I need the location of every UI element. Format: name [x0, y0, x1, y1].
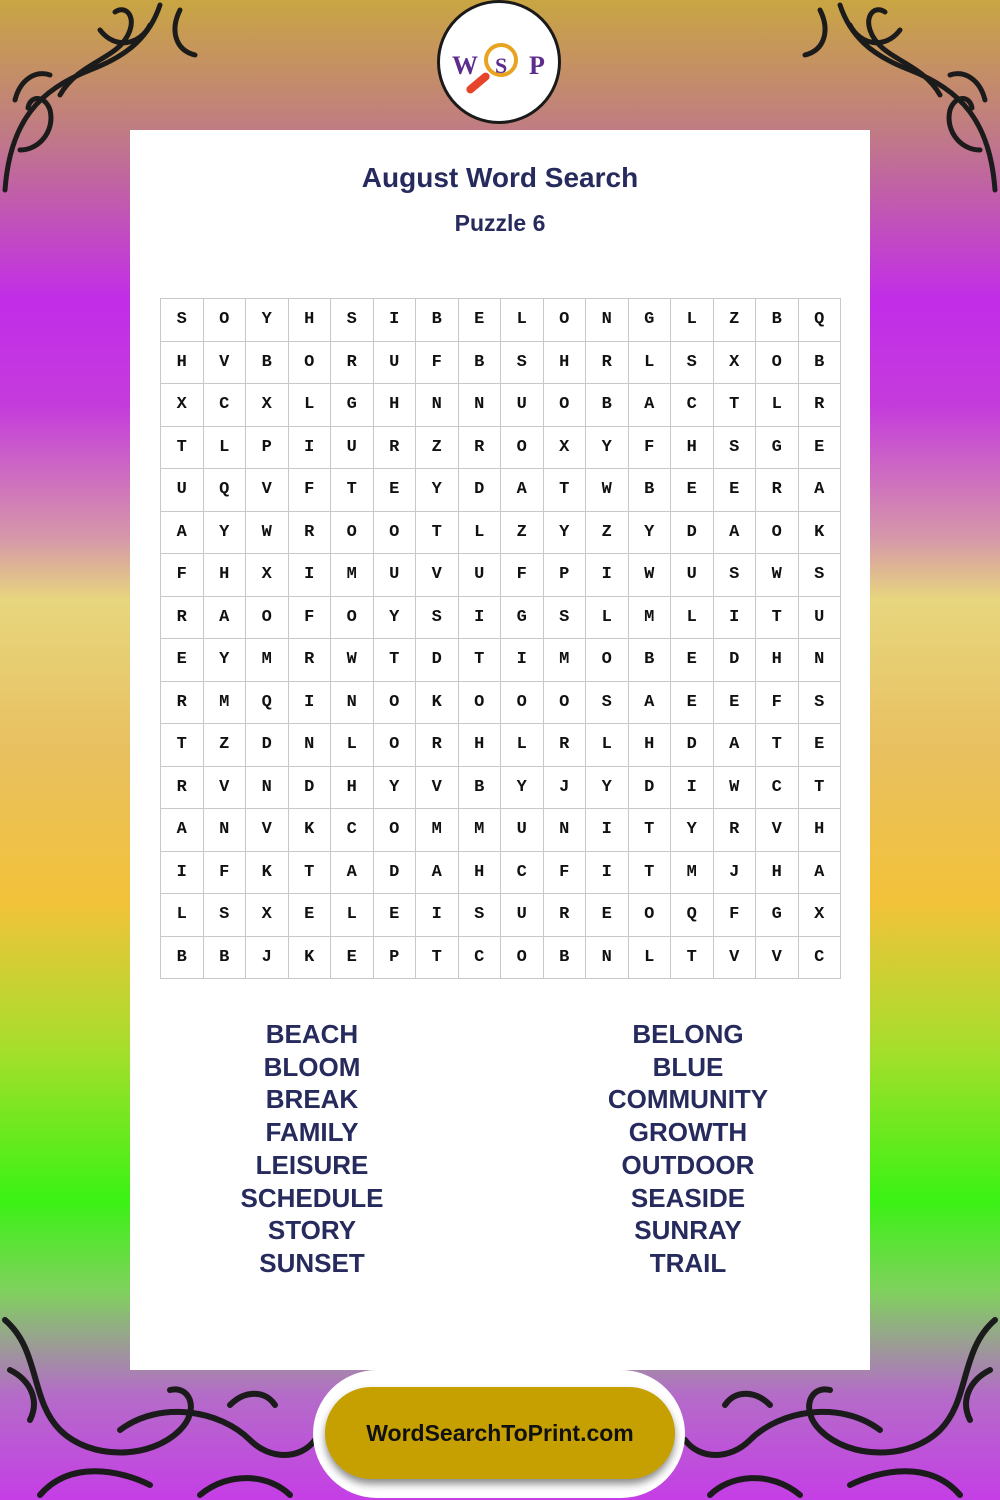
grid-cell[interactable]: W	[714, 767, 757, 810]
grid-cell[interactable]: T	[714, 384, 757, 427]
grid-cell[interactable]: U	[501, 384, 544, 427]
grid-cell[interactable]: L	[331, 894, 374, 937]
grid-cell[interactable]: R	[714, 809, 757, 852]
word-list-item: GROWTH	[628, 1117, 748, 1148]
grid-cell[interactable]: S	[544, 597, 587, 640]
grid-cell[interactable]: S	[501, 342, 544, 385]
grid-cell[interactable]: L	[671, 597, 714, 640]
grid-cell[interactable]: I	[671, 767, 714, 810]
grid-cell[interactable]: E	[289, 894, 332, 937]
grid-cell[interactable]: M	[416, 809, 459, 852]
word-list-item: BELONG	[632, 1019, 744, 1049]
grid-cell[interactable]: L	[289, 384, 332, 427]
grid-cell[interactable]: W	[756, 554, 799, 597]
grid-cell[interactable]: U	[374, 554, 417, 597]
grid-cell[interactable]: N	[586, 937, 629, 980]
grid-cell[interactable]: X	[161, 384, 204, 427]
grid-cell[interactable]: R	[544, 894, 587, 937]
grid-cell[interactable]: S	[416, 597, 459, 640]
grid-cell[interactable]: T	[459, 639, 502, 682]
grid-cell[interactable]: N	[416, 384, 459, 427]
grid-cell[interactable]: T	[756, 597, 799, 640]
grid-cell[interactable]: I	[586, 852, 629, 895]
grid-cell[interactable]: B	[629, 469, 672, 512]
grid-cell[interactable]: N	[204, 809, 247, 852]
grid-cell[interactable]: E	[714, 469, 757, 512]
grid-cell[interactable]: L	[629, 342, 672, 385]
word-list-item: SCHEDULE	[240, 1182, 384, 1213]
grid-cell[interactable]: W	[246, 512, 289, 555]
grid-cell[interactable]: N	[586, 299, 629, 342]
grid-cell[interactable]: K	[289, 937, 332, 980]
grid-cell[interactable]: D	[416, 639, 459, 682]
grid-cell[interactable]: E	[331, 937, 374, 980]
grid-cell[interactable]: Y	[629, 512, 672, 555]
grid-cell[interactable]: L	[204, 427, 247, 470]
grid-cell[interactable]: Q	[671, 894, 714, 937]
grid-cell[interactable]: E	[671, 469, 714, 512]
grid-cell[interactable]: R	[161, 597, 204, 640]
grid-cell[interactable]: S	[714, 554, 757, 597]
grid-cell[interactable]: L	[629, 937, 672, 980]
grid-cell[interactable]: H	[331, 767, 374, 810]
grid-cell[interactable]: B	[799, 342, 842, 385]
grid-cell[interactable]: O	[374, 724, 417, 767]
grid-cell[interactable]: E	[714, 682, 757, 725]
grid-cell[interactable]: R	[416, 724, 459, 767]
grid-cell[interactable]: W	[331, 639, 374, 682]
word-list-item: SUNRAY	[634, 1215, 742, 1246]
grid-cell[interactable]: I	[459, 597, 502, 640]
grid-cell[interactable]: R	[289, 512, 332, 555]
grid-cell[interactable]: O	[246, 597, 289, 640]
word-list-item: BREAK	[265, 1084, 359, 1115]
grid-cell[interactable]: X	[714, 342, 757, 385]
grid-cell[interactable]: F	[204, 852, 247, 895]
grid-cell[interactable]: O	[544, 299, 587, 342]
grid-cell[interactable]: H	[756, 639, 799, 682]
grid-cell[interactable]: Z	[416, 427, 459, 470]
grid-cell[interactable]: L	[756, 384, 799, 427]
grid-cell[interactable]: C	[331, 809, 374, 852]
grid-cell[interactable]: H	[799, 809, 842, 852]
grid-cell[interactable]: G	[629, 299, 672, 342]
grid-cell[interactable]: S	[161, 299, 204, 342]
word-list-item: COMMUNITY	[607, 1084, 769, 1115]
letter-grid	[160, 298, 841, 979]
grid-cell[interactable]: H	[289, 299, 332, 342]
grid-cell[interactable]: X	[246, 384, 289, 427]
puzzle-card	[130, 130, 870, 1370]
logo-letter-w: W	[452, 51, 478, 80]
word-list-item: TRAIL	[649, 1247, 727, 1278]
grid-cell[interactable]: E	[799, 427, 842, 470]
logo-letter-p: P	[529, 51, 545, 80]
grid-cell[interactable]: P	[246, 427, 289, 470]
grid-cell[interactable]: D	[374, 852, 417, 895]
grid-cell[interactable]: T	[544, 469, 587, 512]
grid-cell[interactable]: F	[501, 554, 544, 597]
grid-cell[interactable]: H	[459, 852, 502, 895]
grid-cell[interactable]: A	[799, 852, 842, 895]
grid-cell[interactable]: N	[459, 384, 502, 427]
grid-cell[interactable]: G	[756, 894, 799, 937]
grid-cell[interactable]: N	[544, 809, 587, 852]
grid-cell[interactable]: B	[246, 342, 289, 385]
word-list-item: BLOOM	[263, 1051, 361, 1082]
grid-cell[interactable]: R	[374, 427, 417, 470]
grid-cell[interactable]: Y	[501, 767, 544, 810]
grid-cell[interactable]: F	[416, 342, 459, 385]
word-list-item: FAMILY	[265, 1117, 359, 1148]
grid-cell[interactable]: X	[799, 894, 842, 937]
wsp-logo[interactable]	[437, 0, 561, 124]
grid-cell[interactable]: A	[161, 512, 204, 555]
grid-cell[interactable]: H	[671, 427, 714, 470]
grid-cell[interactable]: C	[799, 937, 842, 980]
grid-cell[interactable]: B	[161, 937, 204, 980]
grid-cell[interactable]: O	[374, 512, 417, 555]
grid-cell[interactable]: O	[756, 342, 799, 385]
grid-cell[interactable]: O	[374, 682, 417, 725]
grid-cell[interactable]: U	[671, 554, 714, 597]
grid-cell[interactable]: D	[459, 469, 502, 512]
grid-cell[interactable]: A	[629, 682, 672, 725]
grid-cell[interactable]: V	[246, 469, 289, 512]
grid-cell[interactable]: L	[161, 894, 204, 937]
grid-cell[interactable]: I	[289, 682, 332, 725]
grid-cell[interactable]: H	[629, 724, 672, 767]
grid-cell[interactable]: B	[586, 384, 629, 427]
grid-cell[interactable]: J	[246, 937, 289, 980]
grid-cell[interactable]: V	[714, 937, 757, 980]
grid-cell[interactable]: S	[459, 894, 502, 937]
grid-cell[interactable]: U	[799, 597, 842, 640]
grid-cell[interactable]: S	[799, 682, 842, 725]
grid-cell[interactable]: N	[331, 682, 374, 725]
word-list-right	[538, 1018, 838, 1280]
grid-cell[interactable]: Y	[204, 512, 247, 555]
grid-cell[interactable]: D	[671, 724, 714, 767]
grid-cell[interactable]: B	[459, 767, 502, 810]
grid-cell[interactable]: L	[459, 512, 502, 555]
grid-cell[interactable]: V	[204, 342, 247, 385]
grid-cell[interactable]: I	[374, 299, 417, 342]
grid-cell[interactable]: Y	[416, 469, 459, 512]
grid-cell[interactable]: M	[459, 809, 502, 852]
grid-cell[interactable]: W	[629, 554, 672, 597]
grid-cell[interactable]: A	[204, 597, 247, 640]
word-list-item: OUTDOOR	[621, 1149, 755, 1180]
grid-cell[interactable]: B	[756, 299, 799, 342]
grid-cell[interactable]: R	[289, 639, 332, 682]
grid-cell[interactable]: V	[204, 767, 247, 810]
grid-cell[interactable]: L	[586, 597, 629, 640]
grid-cell[interactable]: F	[629, 427, 672, 470]
grid-cell[interactable]: E	[161, 639, 204, 682]
grid-cell[interactable]: C	[756, 767, 799, 810]
grid-cell[interactable]: T	[161, 427, 204, 470]
grid-cell[interactable]: U	[331, 427, 374, 470]
grid-cell[interactable]: O	[501, 427, 544, 470]
grid-cell[interactable]: R	[586, 342, 629, 385]
word-list-item: STORY	[267, 1215, 357, 1246]
grid-cell[interactable]: A	[714, 724, 757, 767]
grid-cell[interactable]: A	[714, 512, 757, 555]
grid-cell[interactable]: U	[374, 342, 417, 385]
grid-cell[interactable]: V	[246, 809, 289, 852]
grid-cell[interactable]: O	[544, 682, 587, 725]
grid-cell[interactable]: X	[544, 427, 587, 470]
grid-cell[interactable]: R	[544, 724, 587, 767]
grid-cell[interactable]: C	[459, 937, 502, 980]
grid-cell[interactable]: J	[714, 852, 757, 895]
grid-cell[interactable]: Q	[246, 682, 289, 725]
grid-cell[interactable]: E	[586, 894, 629, 937]
grid-cell[interactable]: T	[799, 767, 842, 810]
grid-cell[interactable]: S	[671, 342, 714, 385]
grid-cell[interactable]: R	[799, 384, 842, 427]
grid-cell[interactable]: C	[501, 852, 544, 895]
grid-cell[interactable]: E	[671, 682, 714, 725]
grid-cell[interactable]: Z	[714, 299, 757, 342]
grid-cell[interactable]: S	[586, 682, 629, 725]
logo-letter-s: S	[495, 53, 508, 78]
grid-cell[interactable]: I	[416, 894, 459, 937]
grid-cell[interactable]: J	[544, 767, 587, 810]
grid-cell[interactable]: M	[246, 639, 289, 682]
grid-cell[interactable]: S	[714, 427, 757, 470]
grid-cell[interactable]: I	[501, 639, 544, 682]
grid-cell[interactable]: L	[501, 299, 544, 342]
grid-cell[interactable]: O	[544, 384, 587, 427]
grid-cell[interactable]: Y	[204, 639, 247, 682]
grid-cell[interactable]: T	[416, 937, 459, 980]
grid-cell[interactable]: T	[416, 512, 459, 555]
grid-cell[interactable]: U	[501, 809, 544, 852]
grid-cell[interactable]: A	[161, 809, 204, 852]
grid-cell[interactable]: A	[799, 469, 842, 512]
grid-cell[interactable]: U	[501, 894, 544, 937]
grid-cell[interactable]: H	[459, 724, 502, 767]
grid-cell[interactable]: O	[501, 682, 544, 725]
grid-cell[interactable]: T	[289, 852, 332, 895]
grid-cell[interactable]: A	[416, 852, 459, 895]
grid-cell[interactable]: Q	[204, 469, 247, 512]
grid-cell[interactable]: O	[204, 299, 247, 342]
word-list-item: BEACH	[265, 1019, 359, 1049]
grid-cell[interactable]: B	[629, 639, 672, 682]
grid-cell[interactable]: N	[799, 639, 842, 682]
grid-cell[interactable]: B	[459, 342, 502, 385]
grid-cell[interactable]: O	[331, 512, 374, 555]
grid-cell[interactable]: K	[246, 852, 289, 895]
grid-cell[interactable]: D	[246, 724, 289, 767]
grid-cell[interactable]: F	[714, 894, 757, 937]
site-link-button[interactable]: WordSearchToPrint.com	[325, 1387, 675, 1479]
grid-cell[interactable]: Z	[204, 724, 247, 767]
grid-cell[interactable]: S	[799, 554, 842, 597]
grid-cell[interactable]: E	[374, 894, 417, 937]
grid-cell[interactable]: F	[289, 469, 332, 512]
grid-cell[interactable]: O	[501, 937, 544, 980]
grid-cell[interactable]: F	[161, 554, 204, 597]
grid-cell[interactable]: H	[161, 342, 204, 385]
grid-cell[interactable]: Y	[246, 299, 289, 342]
grid-cell[interactable]: B	[416, 299, 459, 342]
grid-cell[interactable]: O	[374, 809, 417, 852]
puzzle-number: Puzzle 6	[454, 210, 546, 236]
grid-cell[interactable]: O	[459, 682, 502, 725]
grid-cell[interactable]: D	[671, 512, 714, 555]
grid-cell[interactable]: R	[161, 682, 204, 725]
grid-cell[interactable]: H	[204, 554, 247, 597]
grid-cell[interactable]: R	[459, 427, 502, 470]
grid-cell[interactable]: N	[289, 724, 332, 767]
grid-cell[interactable]: X	[246, 894, 289, 937]
grid-cell[interactable]: S	[331, 299, 374, 342]
grid-cell[interactable]: T	[756, 724, 799, 767]
grid-cell[interactable]: A	[331, 852, 374, 895]
grid-cell[interactable]: L	[331, 724, 374, 767]
grid-cell[interactable]: Y	[671, 809, 714, 852]
grid-cell[interactable]: E	[374, 469, 417, 512]
grid-cell[interactable]: O	[586, 639, 629, 682]
grid-cell[interactable]: P	[374, 937, 417, 980]
word-list-item: SUNSET	[259, 1247, 365, 1278]
grid-cell[interactable]: T	[331, 469, 374, 512]
grid-cell[interactable]: L	[671, 299, 714, 342]
grid-cell[interactable]: S	[204, 894, 247, 937]
grid-cell[interactable]: X	[246, 554, 289, 597]
grid-cell[interactable]: D	[714, 639, 757, 682]
grid-cell[interactable]: R	[161, 767, 204, 810]
grid-cell[interactable]: F	[289, 597, 332, 640]
grid-cell[interactable]: T	[629, 809, 672, 852]
grid-cell[interactable]: Q	[799, 299, 842, 342]
grid-cell[interactable]: V	[756, 937, 799, 980]
grid-cell[interactable]: B	[204, 937, 247, 980]
grid-cell[interactable]: K	[799, 512, 842, 555]
grid-cell[interactable]: G	[331, 384, 374, 427]
grid-cell[interactable]: D	[629, 767, 672, 810]
grid-cell[interactable]: H	[544, 342, 587, 385]
grid-cell[interactable]: M	[204, 682, 247, 725]
word-list-left	[162, 1018, 462, 1280]
grid-cell[interactable]: E	[459, 299, 502, 342]
grid-cell[interactable]: H	[756, 852, 799, 895]
grid-cell[interactable]: I	[289, 427, 332, 470]
grid-cell[interactable]: T	[374, 639, 417, 682]
grid-cell[interactable]: K	[289, 809, 332, 852]
grid-cell[interactable]: O	[331, 597, 374, 640]
grid-cell[interactable]: T	[671, 937, 714, 980]
grid-cell[interactable]: D	[289, 767, 332, 810]
grid-cell[interactable]: N	[246, 767, 289, 810]
grid-cell[interactable]: U	[459, 554, 502, 597]
grid-cell[interactable]: L	[501, 724, 544, 767]
grid-cell[interactable]: F	[756, 682, 799, 725]
grid-cell[interactable]: I	[161, 852, 204, 895]
grid-cell[interactable]: A	[501, 469, 544, 512]
grid-cell[interactable]: A	[629, 384, 672, 427]
grid-cell[interactable]: B	[544, 937, 587, 980]
grid-cell[interactable]: Y	[374, 767, 417, 810]
grid-cell[interactable]: M	[629, 597, 672, 640]
grid-cell[interactable]: M	[671, 852, 714, 895]
grid-cell[interactable]: H	[374, 384, 417, 427]
grid-cell[interactable]: G	[756, 427, 799, 470]
grid-cell[interactable]: Y	[374, 597, 417, 640]
grid-cell[interactable]: R	[331, 342, 374, 385]
word-list-item: SEASIDE	[630, 1182, 746, 1213]
page-title: August Word Search	[361, 162, 639, 193]
grid-cell[interactable]: W	[586, 469, 629, 512]
grid-cell[interactable]: U	[161, 469, 204, 512]
grid-cell[interactable]: I	[586, 554, 629, 597]
grid-cell[interactable]: O	[756, 512, 799, 555]
grid-cell[interactable]: R	[756, 469, 799, 512]
grid-cell[interactable]: O	[289, 342, 332, 385]
grid-cell[interactable]: V	[756, 809, 799, 852]
grid-cell[interactable]: F	[544, 852, 587, 895]
grid-cell[interactable]: C	[671, 384, 714, 427]
grid-cell[interactable]: Y	[544, 512, 587, 555]
grid-cell[interactable]: Z	[501, 512, 544, 555]
grid-cell[interactable]: K	[416, 682, 459, 725]
grid-cell[interactable]: P	[544, 554, 587, 597]
grid-cell[interactable]: I	[586, 809, 629, 852]
grid-cell[interactable]: Z	[586, 512, 629, 555]
word-list-item: LEISURE	[255, 1149, 369, 1180]
grid-cell[interactable]: V	[416, 767, 459, 810]
grid-cell[interactable]: Y	[586, 767, 629, 810]
grid-cell[interactable]: I	[289, 554, 332, 597]
grid-cell[interactable]: V	[416, 554, 459, 597]
grid-cell[interactable]: G	[501, 597, 544, 640]
grid-cell[interactable]: M	[331, 554, 374, 597]
grid-cell[interactable]: T	[629, 852, 672, 895]
grid-cell[interactable]: T	[161, 724, 204, 767]
grid-cell[interactable]: E	[799, 724, 842, 767]
word-list-item: BLUE	[652, 1051, 724, 1082]
grid-cell[interactable]: E	[671, 639, 714, 682]
grid-cell[interactable]: O	[629, 894, 672, 937]
grid-cell[interactable]: I	[714, 597, 757, 640]
grid-cell[interactable]: C	[204, 384, 247, 427]
grid-cell[interactable]: L	[586, 724, 629, 767]
grid-cell[interactable]: Y	[586, 427, 629, 470]
grid-cell[interactable]: M	[544, 639, 587, 682]
